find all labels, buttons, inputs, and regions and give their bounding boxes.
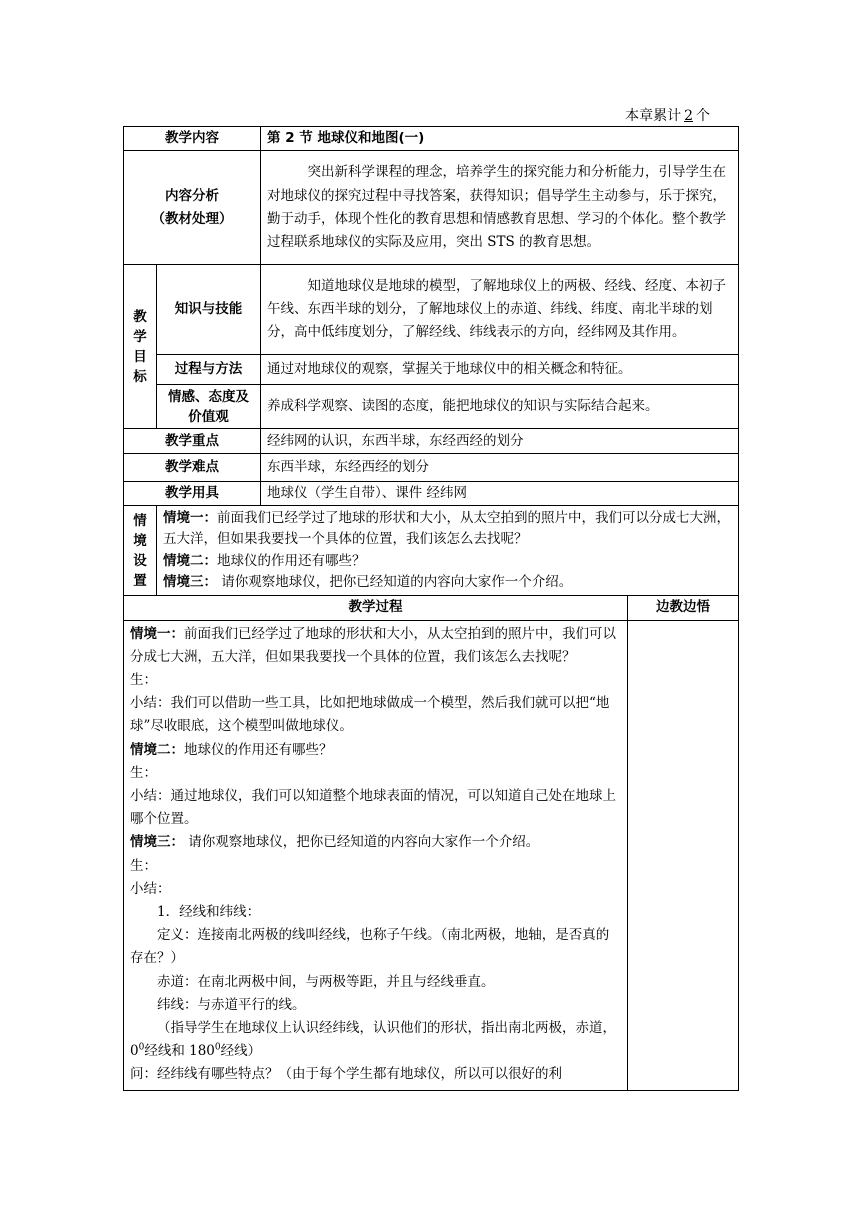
process-body xyxy=(124,620,628,1090)
tools-text: 地球仪（学生自带）、课件 经纬网 xyxy=(261,482,739,506)
body-summary-3: 小结： xyxy=(130,880,171,897)
row-knowledge xyxy=(124,265,739,355)
scenario-1-text: 前面我们已经学过了地球的形状和大小，从太空拍到的照片中，我们可以分成七大洲，五大洋，但如果我要找一个具体的位置，我们该怎么去找呢？ xyxy=(163,509,730,548)
row-scenario xyxy=(124,506,739,596)
body-guide-b: 经线和 180 xyxy=(144,1043,215,1060)
content-value: 第 2 节 地球仪和地图(一) xyxy=(261,127,739,151)
body-s1-tag: 情境一： xyxy=(130,625,184,642)
analysis-label-line2: （教材处理） xyxy=(151,210,233,227)
body-item-1: 1．经线和纬线： xyxy=(157,904,261,921)
scenario-1-tag: 情境一： xyxy=(163,509,217,526)
scenario-2-tag: 情境二： xyxy=(163,552,217,569)
body-student-3: 生： xyxy=(130,857,157,874)
body-guide-c: 经线） xyxy=(220,1043,262,1060)
body-guide-sup1: 0 xyxy=(138,1042,145,1053)
analysis-label-line1: 内容分析 xyxy=(165,187,219,204)
row-tools xyxy=(124,482,739,506)
analysis-text-cell xyxy=(261,151,739,265)
body-student-2: 生： xyxy=(130,764,157,781)
knowledge-label: 知识与技能 xyxy=(157,265,261,355)
lesson-plan-table xyxy=(123,126,739,1091)
row-process-header xyxy=(124,596,739,620)
scenario-3 xyxy=(163,572,732,594)
goals-char-1: 教 xyxy=(133,308,147,325)
goals-char-2: 学 xyxy=(133,328,147,345)
body-guide xyxy=(130,1017,621,1063)
emotion-label xyxy=(157,385,261,429)
row-difficulty xyxy=(124,454,739,482)
goals-char-3: 目 xyxy=(133,348,147,365)
emotion-text: 养成科学观察、读图的态度，能把地球仪的知识与实际结合起来。 xyxy=(261,385,739,429)
scenario-3-text: 请你观察地球仪，把你已经知道的内容向大家作一个介绍。 xyxy=(217,574,573,591)
process-header: 教学过程 xyxy=(124,596,628,620)
margin-notes-cell xyxy=(628,620,739,1090)
row-process xyxy=(124,355,739,385)
key-text: 经纬网的认识，东西半球，东经西经的划分 xyxy=(261,429,739,454)
margin-header: 边教边悟 xyxy=(628,596,739,620)
scenario-char-2: 境 xyxy=(133,532,147,549)
tools-label: 教学用具 xyxy=(124,482,261,506)
goals-label xyxy=(124,265,157,429)
process-label: 过程与方法 xyxy=(157,355,261,385)
chapter-counter xyxy=(560,106,710,126)
body-guide-sup2: 0 xyxy=(214,1042,221,1053)
analysis-label xyxy=(124,151,261,265)
counter-value: 2 xyxy=(684,108,693,124)
knowledge-text: 知道地球仪是地球的模型，了解地球仪上的两极、经线、经度、本初子午线、东西半球的划分，了解地球仪上的赤道、纬线、纬度、南北半球的划分，高中低纬度划分，了解经线、纬线表示的方向，经纬网及其作用。 xyxy=(267,277,726,341)
difficulty-label: 教学难点 xyxy=(124,454,261,482)
scenario-char-3: 设 xyxy=(133,552,147,569)
counter-suffix: 个 xyxy=(696,108,710,124)
body-summary-1: 小结：我们可以借助一些工具，比如把地球做成一个模型，然后我们就可以把“地球”尽收眼底，这个模型叫做地球仪。 xyxy=(130,695,610,735)
body-s3-tag: 情境三： xyxy=(130,834,184,851)
analysis-text: 突出新科学课程的理念，培养学生的探究能力和分析能力，引导学生在对地球仪的探究过程中寻找答案，获得知识；倡导学生主动参与，乐于探究，勤于动手，体现个性化的教育思想和情感教育思想、学习的个体化。整个教学过程联系地球仪的实际及应用，突出 STS 的教育思想。 xyxy=(267,164,726,250)
row-analysis xyxy=(124,151,739,265)
scenario-char-4: 置 xyxy=(133,572,147,589)
body-definition: 定义：连接南北两极的线叫经线，也称子午线。（南北两极，地轴，是否真的存在？） xyxy=(130,927,610,967)
body-summary-2: 小结：通过地球仪，我们可以知道整个地球表面的情况，可以知道自己处在地球上哪个位置。 xyxy=(130,788,616,828)
key-label: 教学重点 xyxy=(124,429,261,454)
emotion-label-line2: 价值观 xyxy=(188,408,229,425)
body-guide-a: （指导学生在地球仪上认识经纬线，认识他们的形状，指出南北两极，赤道，0 xyxy=(130,1020,616,1060)
scenario-1 xyxy=(163,508,732,551)
body-latitude: 纬线：与赤道平行的线。 xyxy=(157,996,306,1013)
content-label: 教学内容 xyxy=(124,127,261,151)
body-equator: 赤道：在南北两极中间，与两极等距，并且与经线垂直。 xyxy=(157,973,495,990)
scenario-2-text: 地球仪的作用还有哪些？ xyxy=(217,552,366,569)
body-question: 问：经纬线有哪些特点？（由于每个学生都有地球仪，所以可以很好的利 xyxy=(130,1066,562,1083)
process-text: 通过对地球仪的观察，掌握关于地球仪中的相关概念和特征。 xyxy=(261,355,739,385)
counter-prefix: 本章累计 xyxy=(625,108,682,124)
body-s1 xyxy=(130,623,621,669)
emotion-label-line1: 情感、态度及 xyxy=(168,388,249,405)
scenario-text-cell xyxy=(157,506,739,596)
body-student-1: 生： xyxy=(130,672,157,689)
knowledge-text-cell xyxy=(261,265,739,355)
scenario-3-tag: 情境三： xyxy=(163,574,217,591)
row-key xyxy=(124,429,739,454)
body-s1-text: 前面我们已经学过了地球的形状和大小，从太空拍到的照片中，我们可以分成七大洲，五大洋，但如果我要找一个具体的位置，我们该怎么去找呢？ xyxy=(130,625,616,665)
body-s2-tag: 情境二： xyxy=(130,741,184,758)
row-process-body xyxy=(124,620,739,1090)
body-s2-text: 地球仪的作用还有哪些？ xyxy=(184,741,333,758)
goals-char-4: 标 xyxy=(133,368,147,385)
scenario-2 xyxy=(163,551,732,573)
body-s3 xyxy=(130,831,621,854)
body-s3-text: 请你观察地球仪，把你已经知道的内容向大家作一个介绍。 xyxy=(184,834,540,851)
scenario-label xyxy=(124,506,157,596)
body-s2 xyxy=(130,739,621,762)
row-emotion xyxy=(124,385,739,429)
difficulty-text: 东西半球，东经西经的划分 xyxy=(261,454,739,482)
row-content xyxy=(124,127,739,151)
scenario-char-1: 情 xyxy=(133,512,147,529)
